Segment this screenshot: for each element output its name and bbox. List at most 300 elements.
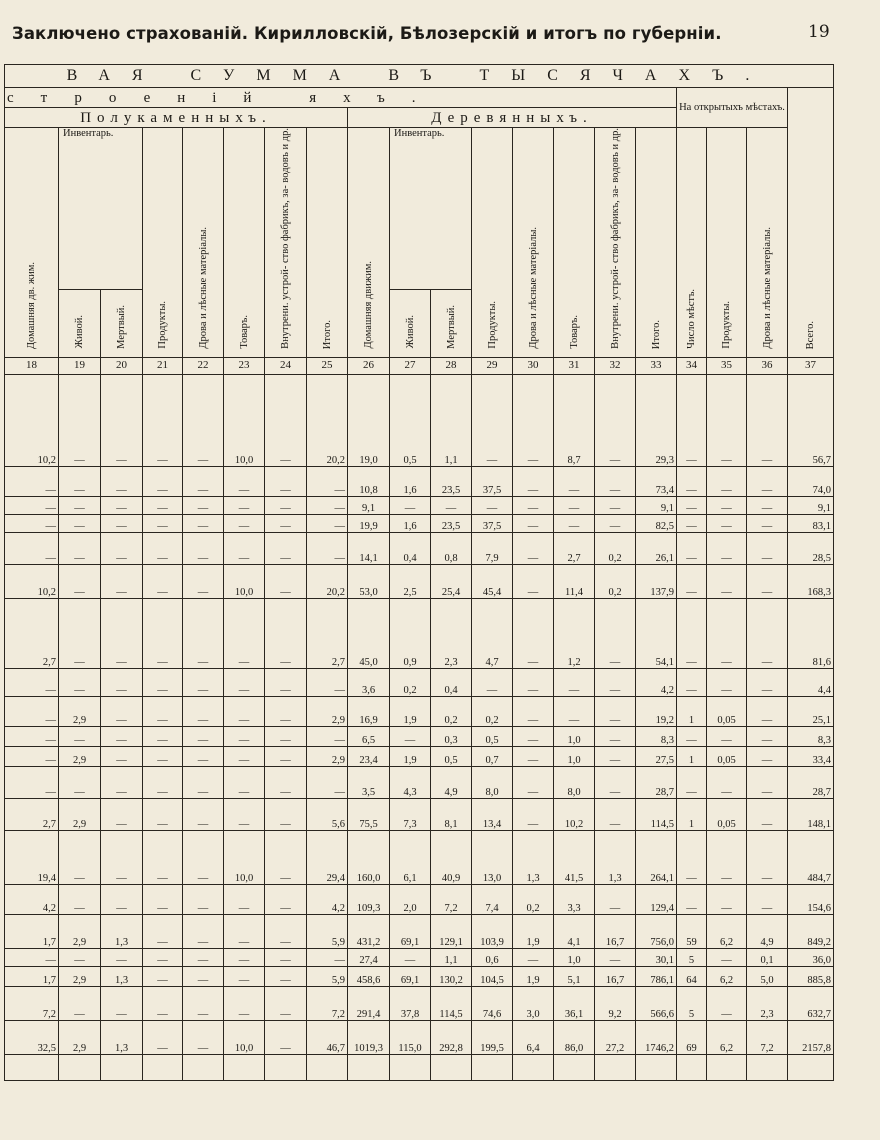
page-title: Заключено страхованій. Кирилловскій, Бѣлозерскій и итогъ по губерніи. — [12, 24, 722, 43]
table-cell: 0,4 — [431, 668, 472, 696]
table-cell: 36,1 — [554, 986, 595, 1020]
table-cell: 114,5 — [431, 986, 472, 1020]
table-cell: 0,2 — [595, 532, 636, 564]
table-cell: — — [265, 986, 307, 1020]
table-filler-cell — [707, 1054, 747, 1080]
table-cell: 5 — [677, 986, 707, 1020]
table-cell: — — [513, 726, 554, 746]
table-cell: 1,6 — [390, 514, 431, 532]
inventory-header-derev: Инвентарь. — [390, 128, 472, 290]
table-cell: — — [472, 374, 513, 466]
table-cell: — — [143, 598, 183, 668]
table-cell: — — [677, 830, 707, 884]
col-number-29: 29 — [472, 357, 513, 374]
table-cell: 0,05 — [707, 798, 747, 830]
table-cell: 5,1 — [554, 966, 595, 986]
table-cell: — — [677, 766, 707, 798]
table-cell: 45,0 — [348, 598, 390, 668]
table-cell: — — [5, 746, 59, 766]
table-cell: — — [143, 374, 183, 466]
table-cell: — — [183, 514, 224, 532]
table-cell: — — [747, 514, 788, 532]
table-cell: 37,5 — [472, 514, 513, 532]
table-cell: — — [513, 514, 554, 532]
table-cell: — — [224, 696, 265, 726]
table-cell: 5,9 — [307, 914, 348, 948]
table-cell: — — [59, 668, 101, 696]
table-cell: — — [183, 668, 224, 696]
col-label-24: Внутрени. устрой- ство фабрикъ, за- водовъ и др. — [280, 128, 291, 349]
table-cell: 8,0 — [472, 766, 513, 798]
col-header-25 — [307, 128, 348, 358]
table-cell: — — [513, 766, 554, 798]
table-cell: 8,0 — [554, 766, 595, 798]
col-number-21: 21 — [143, 357, 183, 374]
table-cell: — — [265, 1020, 307, 1054]
table-cell: 10,2 — [5, 564, 59, 598]
table-cell: 10,0 — [224, 564, 265, 598]
table-cell: — — [707, 726, 747, 746]
table-cell: — — [59, 564, 101, 598]
table-cell: — — [554, 696, 595, 726]
col-header-29 — [472, 128, 513, 358]
table-cell: — — [265, 514, 307, 532]
table-cell: 1,0 — [554, 726, 595, 746]
table-cell: — — [677, 726, 707, 746]
table-cell: 2,9 — [307, 696, 348, 726]
col-number-26: 26 — [348, 357, 390, 374]
table-cell: — — [224, 496, 265, 514]
table-cell: 10,8 — [348, 466, 390, 496]
table-cell: — — [59, 830, 101, 884]
table-cell: 86,0 — [554, 1020, 595, 1054]
table-cell: — — [101, 726, 143, 746]
table-cell: 16,7 — [595, 966, 636, 986]
table-cell: 23,5 — [431, 514, 472, 532]
table-cell: 14,1 — [348, 532, 390, 564]
table-cell: — — [59, 598, 101, 668]
table-cell: — — [183, 598, 224, 668]
table-cell: — — [183, 1020, 224, 1054]
col-number-19: 19 — [59, 357, 101, 374]
table-cell: — — [224, 766, 265, 798]
col-header-23 — [224, 128, 265, 358]
table-cell: 4,4 — [788, 668, 834, 696]
col-header-22 — [183, 128, 224, 358]
col-label-19: Живой. — [74, 315, 85, 349]
table-cell: 7,3 — [390, 798, 431, 830]
col-label-35: Продукты. — [721, 301, 732, 349]
table-cell: 4,7 — [472, 598, 513, 668]
table-cell: — — [224, 598, 265, 668]
table-cell: — — [143, 496, 183, 514]
table-cell: 115,0 — [390, 1020, 431, 1054]
table-cell: — — [554, 466, 595, 496]
table-cell: — — [5, 496, 59, 514]
table-filler-cell — [595, 1054, 636, 1080]
table-cell: 199,5 — [472, 1020, 513, 1054]
table-cell: 7,4 — [472, 884, 513, 914]
table-cell: 1,9 — [390, 746, 431, 766]
table-cell: — — [472, 668, 513, 696]
table-cell: 10,0 — [224, 1020, 265, 1054]
band-derevyannykh: Деревянныхъ. — [348, 108, 677, 128]
table-cell: — — [183, 466, 224, 496]
table-cell: 69,1 — [390, 966, 431, 986]
col-header-37 — [788, 88, 834, 358]
table-cell: — — [143, 696, 183, 726]
table-cell: 129,4 — [636, 884, 677, 914]
table-cell: 458,6 — [348, 966, 390, 986]
col-number-36: 36 — [747, 357, 788, 374]
table-cell: 27,5 — [636, 746, 677, 766]
table-cell: — — [143, 798, 183, 830]
table-cell: 114,5 — [636, 798, 677, 830]
table-filler-cell — [472, 1054, 513, 1080]
table-cell: — — [677, 514, 707, 532]
col-header-30 — [513, 128, 554, 358]
table-cell: 0,2 — [390, 668, 431, 696]
col-number-35: 35 — [707, 357, 747, 374]
table-cell: 56,7 — [788, 374, 834, 466]
col-number-30: 30 — [513, 357, 554, 374]
table-cell: 9,1 — [636, 496, 677, 514]
table-cell: 5 — [677, 948, 707, 966]
table-cell: 74,6 — [472, 986, 513, 1020]
table-cell: — — [707, 766, 747, 798]
table-cell: — — [595, 374, 636, 466]
table-cell: — — [265, 496, 307, 514]
table-cell: 27,2 — [595, 1020, 636, 1054]
table-cell: — — [183, 914, 224, 948]
table-cell: 1,1 — [431, 948, 472, 966]
col-label-26: Домашняя движим. — [363, 261, 374, 349]
table-cell: — — [59, 466, 101, 496]
table-cell: — — [101, 466, 143, 496]
table-cell: 8,3 — [636, 726, 677, 746]
table-cell: 1,0 — [554, 948, 595, 966]
table-cell: 1,3 — [101, 966, 143, 986]
table-cell: 10,0 — [224, 830, 265, 884]
table-cell: 37,5 — [472, 466, 513, 496]
col-label-30: Дрова и лѣсные матеріалы. — [527, 227, 539, 349]
table-body — [5, 374, 834, 1080]
table-cell: 885,8 — [788, 966, 834, 986]
table-cell: 28,7 — [636, 766, 677, 798]
table-cell: — — [747, 598, 788, 668]
table-cell: 1,6 — [390, 466, 431, 496]
table-cell: — — [143, 1020, 183, 1054]
table-cell: — — [101, 884, 143, 914]
table-cell: — — [183, 798, 224, 830]
table-cell: 10,0 — [224, 374, 265, 466]
table-cell: 0,3 — [431, 726, 472, 746]
table-cell: — — [513, 496, 554, 514]
table-cell: — — [59, 726, 101, 746]
table-cell: — — [390, 726, 431, 746]
col-label-28: Мертвый. — [445, 305, 457, 349]
col-number-31: 31 — [554, 357, 595, 374]
table-cell: 37,8 — [390, 986, 431, 1020]
table-cell: 0,9 — [390, 598, 431, 668]
table-cell: — — [143, 514, 183, 532]
col-number-18: 18 — [5, 357, 59, 374]
table-cell: 13,0 — [472, 830, 513, 884]
table-cell: — — [183, 564, 224, 598]
table-cell: — — [143, 966, 183, 986]
table-cell: — — [224, 914, 265, 948]
table-cell: — — [707, 598, 747, 668]
table-cell: — — [101, 948, 143, 966]
table-cell: 32,5 — [5, 1020, 59, 1054]
table-filler-cell — [143, 1054, 183, 1080]
table-cell: 849,2 — [788, 914, 834, 948]
table-cell: 160,0 — [348, 830, 390, 884]
table-cell: 264,1 — [636, 830, 677, 884]
table-cell: — — [183, 986, 224, 1020]
table-cell: — — [747, 532, 788, 564]
table-cell: 2,3 — [747, 986, 788, 1020]
table-cell: — — [265, 966, 307, 986]
table-cell: — — [677, 598, 707, 668]
table-cell: — — [747, 696, 788, 726]
table-cell: 2,3 — [431, 598, 472, 668]
table-cell: — — [265, 668, 307, 696]
table-cell: 6,4 — [513, 1020, 554, 1054]
table-cell: — — [513, 564, 554, 598]
table-cell: — — [101, 532, 143, 564]
table-cell: — — [143, 766, 183, 798]
table-cell: — — [265, 598, 307, 668]
table-cell: 28,5 — [788, 532, 834, 564]
table-cell: 0,4 — [390, 532, 431, 564]
table-cell: 16,9 — [348, 696, 390, 726]
table-cell: — — [265, 532, 307, 564]
table-cell: — — [265, 726, 307, 746]
table-cell: — — [747, 830, 788, 884]
table-cell: 2,0 — [390, 884, 431, 914]
table-row — [5, 668, 834, 696]
page-number: 19 — [808, 22, 830, 42]
table-cell: — — [747, 374, 788, 466]
table-cell: 1,3 — [101, 914, 143, 948]
table-cell: 5,0 — [747, 966, 788, 986]
table-cell: 2,9 — [307, 746, 348, 766]
table-cell: — — [101, 374, 143, 466]
table-cell: — — [224, 798, 265, 830]
table-cell: 69,1 — [390, 914, 431, 948]
table-cell: — — [183, 532, 224, 564]
table-cell: — — [707, 986, 747, 1020]
table-cell: 0,8 — [431, 532, 472, 564]
table-cell: 1,9 — [390, 696, 431, 726]
table-cell: 0,2 — [431, 696, 472, 726]
table-cell: — — [224, 884, 265, 914]
table-cell: 137,9 — [636, 564, 677, 598]
table-cell: 19,4 — [5, 830, 59, 884]
table-cell: — — [747, 798, 788, 830]
col-label-23: Товаръ. — [238, 315, 250, 349]
col-number-28: 28 — [431, 357, 472, 374]
table-cell: — — [472, 496, 513, 514]
col-header-27 — [390, 289, 431, 357]
table-row — [5, 696, 834, 726]
table-cell: 6,1 — [390, 830, 431, 884]
table-cell: 1,3 — [595, 830, 636, 884]
table-cell: 53,0 — [348, 564, 390, 598]
table-cell: — — [59, 948, 101, 966]
table-cell: — — [747, 766, 788, 798]
table-cell: 0,5 — [472, 726, 513, 746]
table-cell: — — [307, 766, 348, 798]
col-label-34: Число мѣстъ. — [686, 289, 697, 349]
col-label-25: Итого. — [321, 319, 333, 349]
inventory-header-poluk: Инвентарь. — [59, 128, 143, 290]
col-header-32 — [595, 128, 636, 358]
table-cell: 16,7 — [595, 914, 636, 948]
table-cell: 0,5 — [390, 374, 431, 466]
table-cell: — — [747, 668, 788, 696]
table-cell: 3,3 — [554, 884, 595, 914]
table-cell: — — [265, 564, 307, 598]
table-cell: 1 — [677, 798, 707, 830]
table-cell: — — [143, 986, 183, 1020]
col-number-25: 25 — [307, 357, 348, 374]
col-header-20 — [101, 289, 143, 357]
table-cell: — — [595, 948, 636, 966]
table-cell: — — [747, 466, 788, 496]
table-cell: 1,0 — [554, 746, 595, 766]
table-row — [5, 1020, 834, 1054]
table-cell: — — [307, 514, 348, 532]
table-cell: — — [5, 668, 59, 696]
table-cell: 8,7 — [554, 374, 595, 466]
table-cell: — — [183, 496, 224, 514]
table-cell: 1,9 — [513, 914, 554, 948]
table-cell: 29,4 — [307, 830, 348, 884]
table-cell: — — [677, 466, 707, 496]
table-cell: 104,5 — [472, 966, 513, 986]
table-cell: — — [513, 374, 554, 466]
col-label-36: Дрова и лѣсные матеріалы. — [761, 227, 773, 349]
table-cell: — — [595, 696, 636, 726]
table-cell: — — [707, 668, 747, 696]
table-cell: — — [307, 948, 348, 966]
header-band-2 — [5, 88, 834, 108]
col-label-37: Всего. — [805, 320, 816, 349]
table-cell: — — [143, 466, 183, 496]
col-header-21 — [143, 128, 183, 358]
col-label-32: Внутрени. устрой- ство фабрикъ, за- водовъ и др. — [609, 128, 621, 349]
col-header-26 — [348, 128, 390, 358]
table-cell: — — [307, 466, 348, 496]
table-cell: 2,5 — [390, 564, 431, 598]
table-cell: 29,3 — [636, 374, 677, 466]
table-cell: 2,7 — [307, 598, 348, 668]
table-cell: 2,9 — [59, 696, 101, 726]
table-cell: — — [5, 514, 59, 532]
table-cell: 1,3 — [513, 830, 554, 884]
table-cell: 23,4 — [348, 746, 390, 766]
table-cell: 0,2 — [595, 564, 636, 598]
table-cell: 1 — [677, 696, 707, 726]
table-cell: 4,2 — [307, 884, 348, 914]
table-cell: 7,2 — [5, 986, 59, 1020]
table-cell: — — [707, 466, 747, 496]
table-cell: 0,05 — [707, 746, 747, 766]
table-cell: — — [59, 884, 101, 914]
table-row — [5, 466, 834, 496]
table-cell: 19,9 — [348, 514, 390, 532]
table-cell: — — [143, 830, 183, 884]
table-cell: — — [513, 948, 554, 966]
table-cell: 3,6 — [348, 668, 390, 696]
table-cell: 33,4 — [788, 746, 834, 766]
table-row — [5, 598, 834, 668]
table-cell: — — [59, 514, 101, 532]
table-filler-cell — [183, 1054, 224, 1080]
table-cell: — — [677, 668, 707, 696]
col-number-34: 34 — [677, 357, 707, 374]
table-cell: 25,1 — [788, 696, 834, 726]
table-cell: — — [143, 746, 183, 766]
table-filler-cell — [307, 1054, 348, 1080]
table-row — [5, 948, 834, 966]
table-filler-cell — [431, 1054, 472, 1080]
table-cell: 26,1 — [636, 532, 677, 564]
table-cell: — — [101, 766, 143, 798]
table-cell: — — [224, 986, 265, 1020]
table-cell: 1,7 — [5, 914, 59, 948]
table-cell: — — [595, 726, 636, 746]
table-row — [5, 374, 834, 466]
table-cell: 2,7 — [554, 532, 595, 564]
table-cell: 4,3 — [390, 766, 431, 798]
col-header-35 — [707, 128, 747, 358]
table-cell: — — [183, 696, 224, 726]
table-cell: — — [595, 466, 636, 496]
col-header-19 — [59, 289, 101, 357]
table-cell: 41,5 — [554, 830, 595, 884]
table-filler-cell — [59, 1054, 101, 1080]
table-cell: 13,4 — [472, 798, 513, 830]
table-cell: — — [390, 948, 431, 966]
col-header-28 — [431, 289, 472, 357]
col-label-22: Дрова и лѣсные матеріалы. — [197, 227, 209, 349]
table-cell: 40,9 — [431, 830, 472, 884]
open-places-header: На открытыхъ мѣстахъ. — [677, 88, 788, 128]
table-row — [5, 986, 834, 1020]
table-cell: 46,7 — [307, 1020, 348, 1054]
table-row — [5, 966, 834, 986]
table-cell: 1,1 — [431, 374, 472, 466]
table-row — [5, 564, 834, 598]
table-cell: 2,9 — [59, 966, 101, 986]
table-cell: 129,1 — [431, 914, 472, 948]
statistics-table — [4, 64, 834, 1081]
table-cell: 6,2 — [707, 1020, 747, 1054]
table-cell: 7,9 — [472, 532, 513, 564]
table-cell: 20,2 — [307, 374, 348, 466]
table-cell: — — [101, 986, 143, 1020]
table-cell: 0,1 — [747, 948, 788, 966]
table-cell: 5,6 — [307, 798, 348, 830]
table-cell: — — [747, 496, 788, 514]
col-number-23: 23 — [224, 357, 265, 374]
table-cell: 9,1 — [348, 496, 390, 514]
table-cell: — — [707, 532, 747, 564]
table-row — [5, 726, 834, 746]
